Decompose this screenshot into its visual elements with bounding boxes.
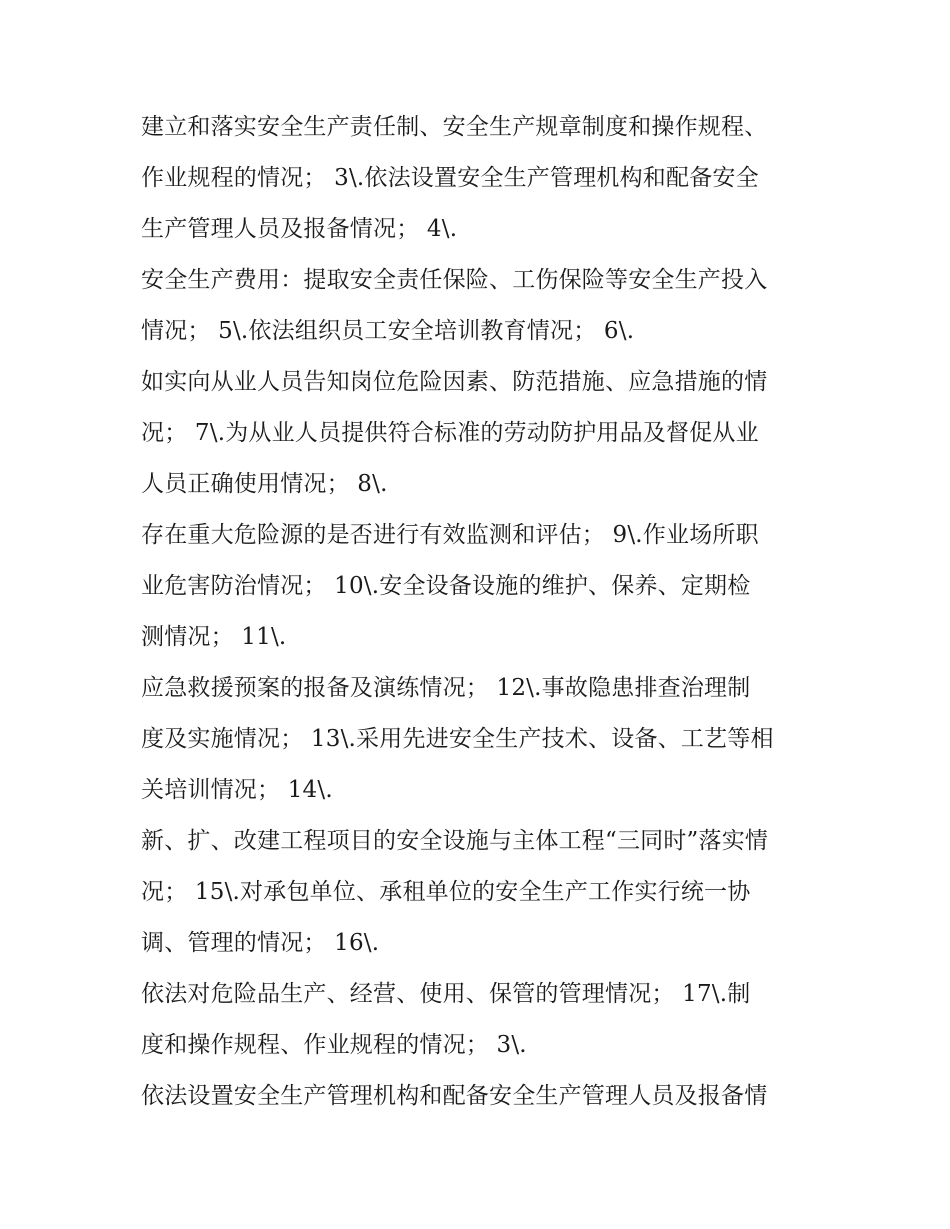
text-line: 况； 15\.对承包单位、承租单位的安全生产工作实行统一协	[141, 879, 751, 905]
text-line: 新、扩、改建工程项目的安全设施与主体工程“三同时”落实情	[141, 828, 769, 854]
text-line: 况； 7\.为从业人员提供符合标准的劳动防护用品及督促从业	[141, 420, 759, 446]
text-line: 情况； 5\.依法组织员工安全培训教育情况； 6\.	[141, 318, 635, 344]
text-line: 存在重大危险源的是否进行有效监测和评估； 9\.作业场所职	[141, 522, 759, 548]
text-line: 人员正确使用情况； 8\.	[141, 471, 388, 497]
text-line: 度及实施情况； 13\.采用先进安全生产技术、设备、工艺等相	[141, 726, 774, 752]
text-line: 业危害防治情况； 10\.安全设备设施的维护、保养、定期检	[141, 573, 751, 599]
document-body	[141, 102, 821, 1122]
text-line: 度和操作规程、作业规程的情况； 3\.	[141, 1032, 527, 1058]
text-line: 作业规程的情况； 3\.依法设置安全生产管理机构和配备安全	[141, 165, 759, 191]
text-line: 调、管理的情况； 16\.	[141, 930, 380, 956]
text-line: 测情况； 11\.	[141, 624, 287, 650]
text-line: 安全生产费用：提取安全责任保险、工伤保险等安全生产投入	[141, 267, 768, 293]
text-line: 依法设置安全生产管理机构和配备安全生产管理人员及报备情	[141, 1083, 768, 1109]
text-line: 依法对危险品生产、经营、使用、保管的管理情况； 17\.制	[141, 981, 751, 1007]
text-line: 应急救援预案的报备及演练情况； 12\.事故隐患排查治理制	[141, 675, 751, 701]
text-line: 关培训情况； 14\.	[141, 777, 333, 803]
text-line: 建立和落实安全生产责任制、安全生产规章制度和操作规程、	[141, 114, 768, 140]
text-line: 生产管理人员及报备情况； 4\.	[141, 216, 458, 242]
text-line: 如实向从业人员告知岗位危险因素、防范措施、应急措施的情	[141, 369, 768, 395]
